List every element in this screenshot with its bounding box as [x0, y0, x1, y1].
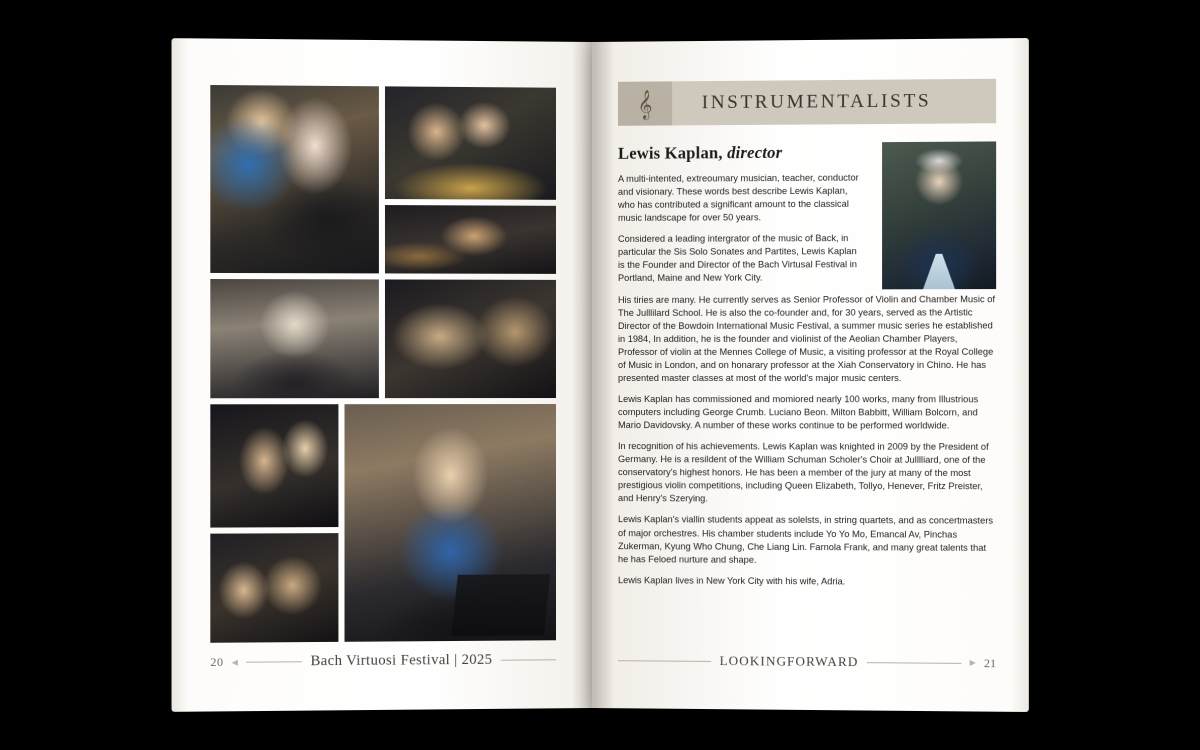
photo-image — [385, 86, 556, 199]
magazine-spread — [176, 42, 1024, 708]
photo-image — [385, 279, 556, 398]
photo-ensemble-brass — [385, 279, 556, 398]
left-page — [172, 38, 592, 712]
photo-statue-hall — [210, 279, 379, 398]
bio-person-name: Lewis Kaplan, — [617, 143, 723, 163]
section-title: INSTRUMENTALISTS — [701, 90, 932, 114]
right-page-footer — [618, 652, 996, 671]
photo-conductor-speaking — [345, 404, 556, 642]
music-stand-shape — [452, 574, 551, 636]
bio-person-role: director — [727, 142, 783, 163]
left-footer-title: Bach Virtuosi Festival | 2025 — [310, 651, 493, 670]
photo-image — [210, 85, 379, 273]
clef-icon-box — [618, 81, 672, 125]
photo-grid — [210, 85, 556, 643]
treble-clef-icon: 𝄞 — [637, 89, 653, 119]
avatar — [882, 141, 996, 289]
bio-paragraph-6: Lewis Kaplan's viallin students appeat as solelsts, in string quartets, and as concertmasters of major orchestres. His chamber students include Yo Yo Mo, Emancal Av, Pinchas Zukerman, Kyung Who Chung, Che Liang Lin. Farnola Frank, and many great talents that he has Feloed nurture and shape. — [617, 514, 994, 565]
left-page-number: 20 — [210, 654, 224, 670]
photo-violinist-duo — [210, 85, 379, 273]
right-page — [592, 38, 1029, 712]
bio-paragraph-3: His tiries are many. He currently serves as Senior Professor of Violin and Chamber Music of The Julllilard School. He is also the co-founder and, for 30 years, served as the Artistic Director of the Bowdoin International Music Festival, a summer music series he established in 1984, In addition, he is the founder and violinist of the Aeolian Chamber Players, Professor of violin at the Mennes College of Music, a visiting professor at the Royal College of Music in London, and on honarary professor at the Xiah Conservatory in Chino. He has presented master classes at most of the world's major music centers. — [617, 293, 996, 383]
bio-paragraph-1: A multi-intented, extreoumary musician, teacher, conductor and visionary. These words best describe Lewis Kaplan, who has contributed a significant amount to the classical music landscape for over 50 years. — [617, 172, 859, 224]
arrow-left-icon — [232, 659, 238, 665]
photo-image — [210, 404, 338, 527]
section-banner — [618, 79, 996, 126]
footer-rule — [246, 661, 302, 662]
photo-string-quartet — [385, 86, 556, 199]
right-page-body — [618, 79, 996, 671]
photo-harpsichord — [385, 205, 556, 274]
photo-image — [210, 533, 338, 643]
right-page-number: 21 — [983, 655, 997, 670]
photo-violin-trio — [210, 533, 338, 643]
photo-image — [210, 279, 379, 398]
footer-rule — [500, 659, 556, 660]
left-page-footer — [210, 651, 556, 671]
arrow-right-icon — [970, 660, 976, 666]
photo-flautist — [210, 404, 338, 527]
bio-paragraph-2: Considered a leading intergrator of the music of Back, in particular the Sis Solo Sonates and Partites, Lewis Kaplan is the Founder and Director of the Bach Virtusal Festival in Portland, Maine and New York City. — [617, 233, 858, 284]
bio-paragraph-4: Lewis Kaplan has commissioned and momiored nearly 100 works, many from Illustrious computers including George Crumb. Luciano Beon. Milton Babbitt, William Bolcorn, and Mario Davidovsky. A number of these works continue to be performed worldwide. — [617, 393, 979, 431]
bio-paragraph-7: Lewis Kaplan lives in New York City with his wife, Adria. — [617, 574, 846, 587]
right-footer-title: LOOKINGFORWARD — [719, 652, 859, 670]
footer-rule — [867, 662, 962, 664]
footer-rule — [618, 660, 712, 662]
bio-content — [618, 141, 996, 589]
photo-image — [385, 205, 556, 274]
bio-paragraph-5: In recognition of his achievements. Lewis Kaplan was knighted in 2009 by the President of Germany. He is a resildent of the William Schuman Scholer's Choir at Julllliard, one of the conservatory's highest honors. He has been a member of the jury at many of the most prestigious violin competitions, including Queen Elizabeth, Tollyo, Henever, Fritz Preister, and Henry's Szerying. — [617, 441, 989, 504]
